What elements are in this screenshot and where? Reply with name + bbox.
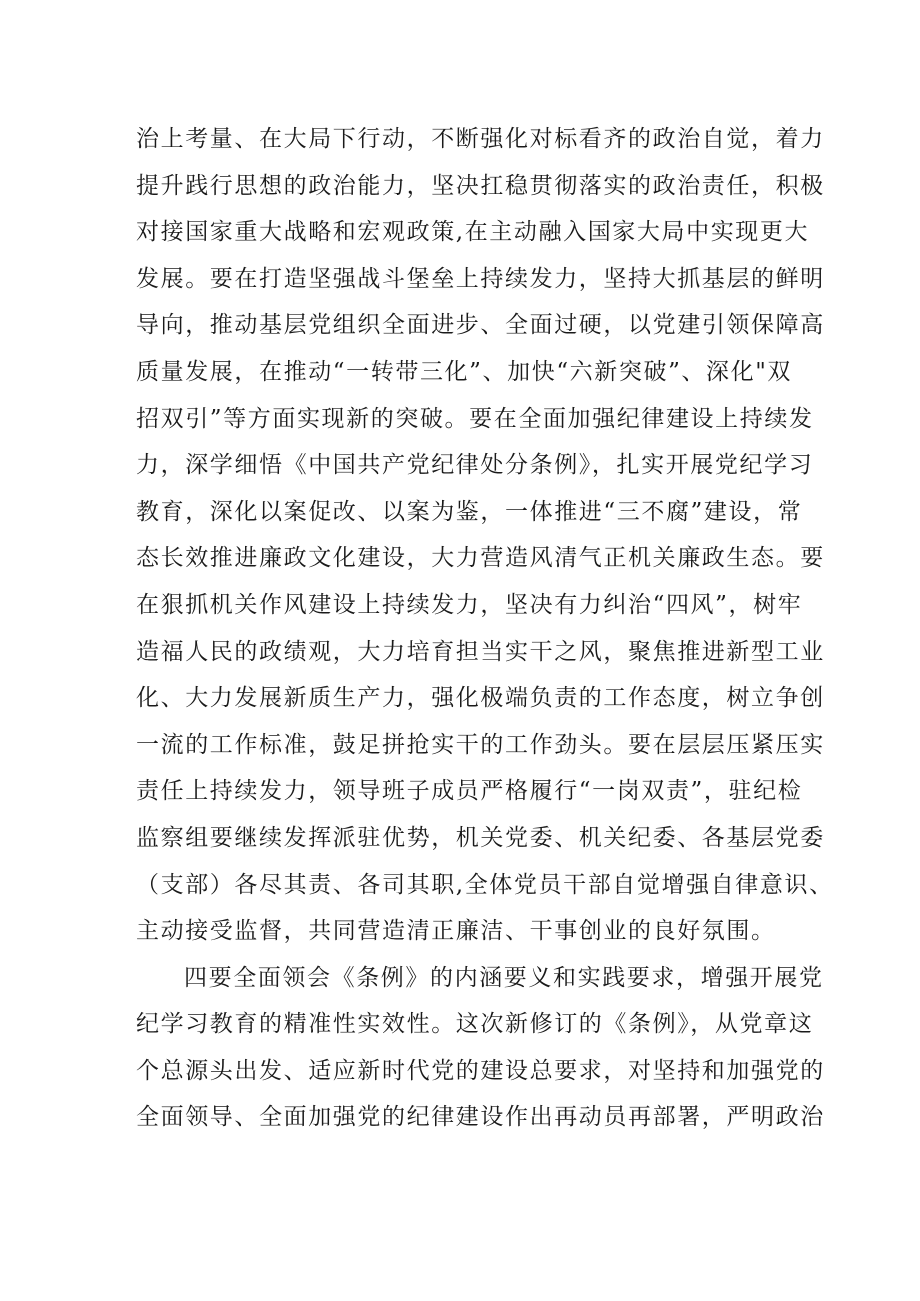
text-line: 全面领导、全面加强党的纪律建设作出再动员再部署，严明政治 bbox=[136, 1104, 825, 1131]
text-line: 态长效推进廉政文化建设，大力营造风清气正机关廉政生态。要 bbox=[136, 545, 825, 572]
text-line: 个总源头出发、适应新时代党的建设总要求，对坚持和加强党的 bbox=[136, 1057, 825, 1084]
text-line: 纪学习教育的精准性实效性。这次新修订的《条例》，从党章这 bbox=[136, 1011, 814, 1038]
text-line: 主动接受监督，共同营造清正廉洁、干事创业的良好氛围。 bbox=[136, 918, 776, 945]
text-line: 治上考量、在大局下行动，不断强化对标看齐的政治自觉，着力 bbox=[136, 126, 825, 152]
text-line: 教育，深化以案促改、以案为鉴，一体推进“三不腐”建设，常 bbox=[136, 498, 803, 525]
text-line: 招双引”等方面实现新的突破。要在全面加强纪律建设上持续发 bbox=[136, 405, 814, 432]
text-line: 在狠抓机关作风建设上持续发力，坚决有力纠治“四风”，树牢 bbox=[136, 591, 803, 618]
body-text bbox=[136, 116, 834, 1141]
text-line: 发展。要在打造坚强战斗堡垒上持续发力，坚持大抓基层的鲜明 bbox=[136, 265, 825, 292]
paragraph-start-line: 四要全面领会《条例》的内涵要义和实践要求，增强开展党 bbox=[184, 964, 824, 991]
text-line: 提升践行思想的政治能力，坚决扛稳贯彻落实的政治责任，积极 bbox=[136, 172, 825, 199]
text-line: 责任上持续发力，领导班子成员严格履行“一岗双责”，驻纪检 bbox=[136, 778, 803, 805]
text-line: 质量发展，在推动“一转带三化”、加快“六新突破”、深化"双 bbox=[136, 358, 793, 385]
text-line: 导向，推动基层党组织全面进步、全面过硬，以党建引领保障高 bbox=[136, 312, 825, 339]
text-line: 监察组要继续发挥派驻优势，机关党委、机关纪委、各基层党委 bbox=[136, 824, 825, 851]
text-line: 对接国家重大战略和宏观政策,在主动融入国家大局中实现更大 bbox=[136, 219, 810, 246]
text-line: 力，深学细悟《中国共产党纪律处分条例》，扎实开展党纪学习 bbox=[136, 452, 814, 479]
text-line: 一流的工作标准，鼓足拼抢实干的工作劲头。要在层层压紧压实 bbox=[136, 731, 825, 758]
text-line: 造福人民的政绩观，大力培育担当实干之风，聚焦推进新型工业 bbox=[136, 638, 825, 665]
text-line: （支部）各尽其责、各司其职,全体党员干部自觉增强自律意识、 bbox=[136, 871, 834, 898]
text-line: 化、大力发展新质生产力，强化极端负责的工作态度，树立争创 bbox=[136, 685, 825, 712]
